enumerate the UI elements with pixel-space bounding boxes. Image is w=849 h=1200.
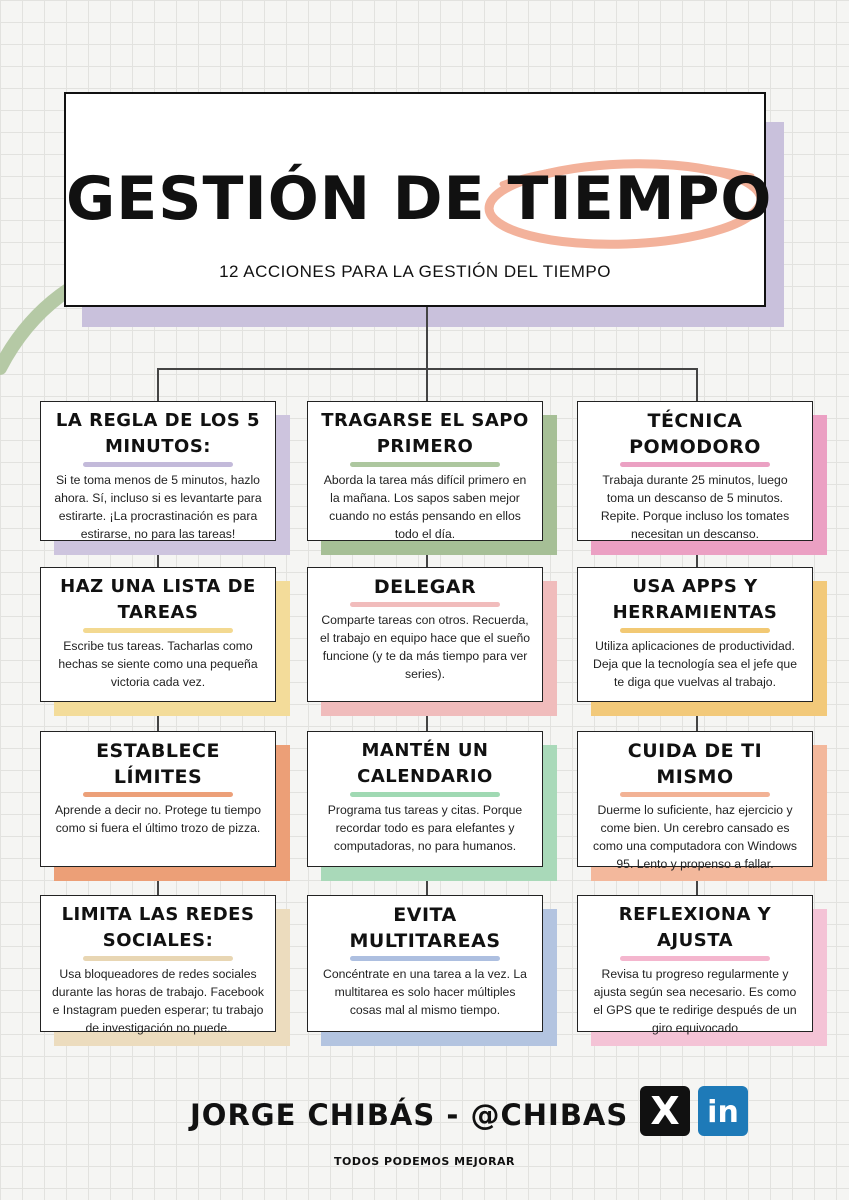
card-title: CUIDA DE TI MISMO xyxy=(627,740,763,788)
connector-right xyxy=(696,368,698,402)
highlight-stroke xyxy=(350,956,500,961)
header-box xyxy=(64,92,773,307)
highlight-stroke xyxy=(350,792,500,797)
card-description: Duerme lo suficiente, haz ejercicio y come bien. Un cerebro cansado es como una computadora con Windows 95. Lento y propenso a fallar. xyxy=(593,803,797,871)
card-title: MANTÉN UN CALENDARIO xyxy=(357,740,493,787)
card-description: Comparte tareas con otros. Recuerda, el trabajo en equipo hace que el sueño funcione (y te da más tiempo para ver series). xyxy=(319,613,531,681)
card-description: Si te toma menos de 5 minutos, hazlo ahora. Sí, incluso si es levantarte para estirarte. ¡La procrastinación es para estirarse, no para las tareas! xyxy=(54,473,262,541)
highlight-stroke xyxy=(83,956,233,961)
highlight-stroke xyxy=(620,628,770,633)
x-social-icon[interactable]: X xyxy=(640,1086,690,1136)
action-card xyxy=(40,731,276,867)
card-title: TÉCNICA POMODORO xyxy=(629,410,761,458)
card-description: Utiliza aplicaciones de productividad. Deja que la tecnología sea el jefe que te diga que vuelvas al trabajo. xyxy=(593,639,797,689)
action-card xyxy=(577,401,813,541)
highlight-stroke xyxy=(83,628,233,633)
card-description: Revisa tu progreso regularmente y ajusta según sea necesario. Es como el GPS que te redirige después de un giro equivocado xyxy=(593,967,797,1035)
action-card xyxy=(577,895,813,1035)
highlight-stroke xyxy=(620,956,770,961)
page-subtitle: 12 ACCIONES PARA LA GESTIÓN DEL TIEMPO xyxy=(219,262,611,281)
highlight-stroke xyxy=(350,462,500,467)
card-description: Concéntrate en una tarea a la vez. La multitarea es solo hacer múltiples cosas mal al mismo tiempo. xyxy=(323,967,527,1017)
card-description: Escribe tus tareas. Tacharlas como hechas se siente como una pequeña victoria cada vez. xyxy=(58,639,258,689)
card-description: Aprende a decir no. Protege tu tiempo como si fuera el último trozo de pizza. xyxy=(55,803,261,835)
card-description: Trabaja durante 25 minutos, luego toma un descanso de 5 minutos. Repite. Porque incluso los tomates necesitan un descanso. xyxy=(600,473,790,541)
card-title: LIMITA LAS REDES SOCIALES: xyxy=(61,904,255,951)
highlight-stroke xyxy=(620,462,770,467)
card-title: TRAGARSE EL SAPO PRIMERO xyxy=(321,410,529,457)
action-card xyxy=(577,731,813,871)
title-highlight: TIEMPO xyxy=(507,164,773,234)
card-title: USA APPS Y HERRAMIENTAS xyxy=(612,576,778,623)
action-card xyxy=(577,567,813,702)
highlight-stroke xyxy=(620,792,770,797)
action-card xyxy=(307,731,543,867)
page-title xyxy=(66,164,773,234)
card-title: ESTABLECE LÍMITES xyxy=(96,740,220,788)
action-card xyxy=(307,567,543,702)
author-name: JORGE CHIBÁS - @CHIBAS xyxy=(190,1098,629,1132)
card-title: LA REGLA DE LOS 5 MINUTOS: xyxy=(55,410,261,457)
action-card xyxy=(40,401,276,541)
card-description: Usa bloqueadores de redes sociales durante las horas de trabajo. Facebook e Instagram pueden esperar; tu trabajo de investigación no puede. xyxy=(51,967,265,1035)
title-plain: GESTIÓN DE xyxy=(66,164,508,234)
card-title: DELEGAR xyxy=(373,576,477,598)
card-title: REFLEXIONA Y AJUSTA xyxy=(618,904,772,951)
action-card xyxy=(40,567,276,702)
action-card xyxy=(40,895,276,1035)
card-title: HAZ UNA LISTA DE TAREAS xyxy=(60,576,256,623)
connector-left xyxy=(157,368,159,402)
connector-trunk xyxy=(426,307,428,369)
footer-tagline: TODOS PODEMOS MEJORAR xyxy=(333,1155,516,1168)
card-title: EVITA MULTITAREAS xyxy=(349,904,501,952)
highlight-stroke xyxy=(350,602,500,607)
action-card xyxy=(307,895,543,1032)
card-description: Programa tus tareas y citas. Porque recordar todo es para elefantes y computadoras, no para humanos. xyxy=(327,803,523,853)
action-card xyxy=(307,401,543,541)
linkedin-icon[interactable]: in xyxy=(698,1086,748,1136)
connector-center xyxy=(426,368,428,402)
highlight-stroke xyxy=(83,462,233,467)
highlight-stroke xyxy=(83,792,233,797)
card-description: Aborda la tarea más difícil primero en la mañana. Los sapos saben mejor cuando no estás pensando en ellos todo el día. xyxy=(323,473,527,541)
